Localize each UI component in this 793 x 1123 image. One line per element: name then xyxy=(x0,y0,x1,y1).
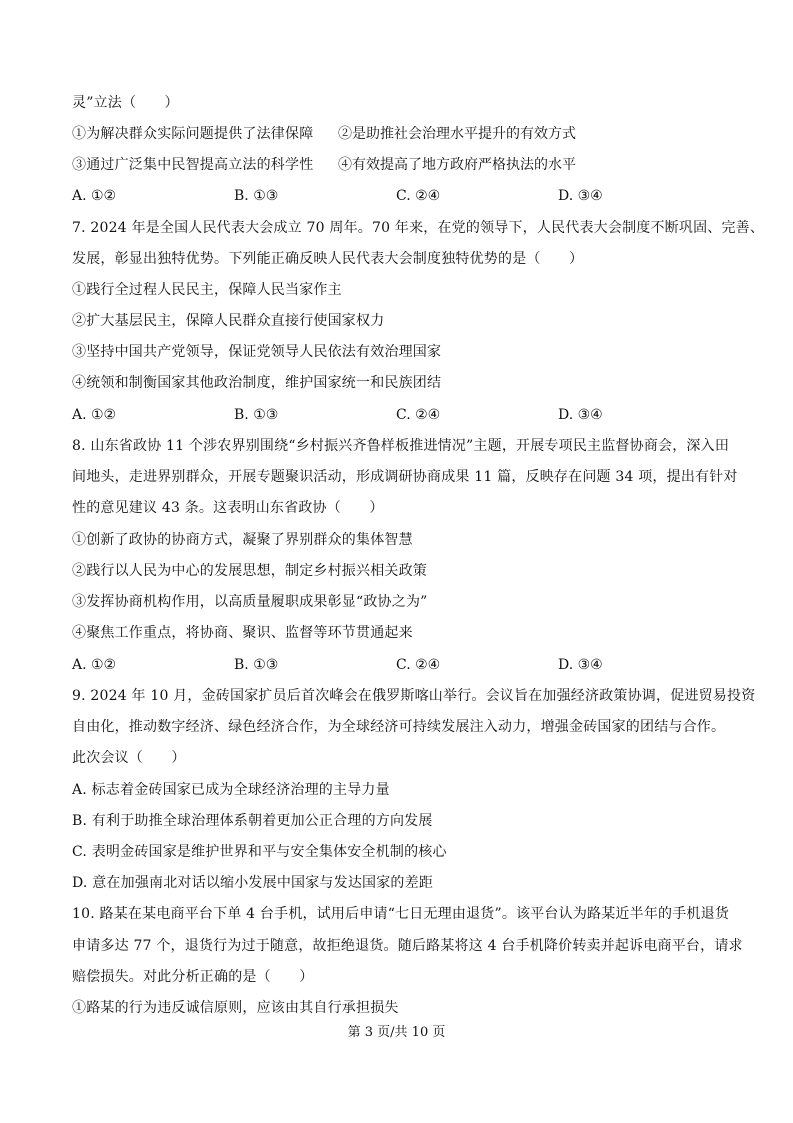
q8-choice-c: C. ②④ xyxy=(396,657,441,673)
q9-stem-line-2: 自由化，推动数字经济、绿色经济合作，为全球经济可持续发展注入动力，增强金砖国家的团结与合作。 xyxy=(72,719,726,735)
q9-option-a: A. 标志着金砖国家已成为全球经济治理的主导力量 xyxy=(72,782,390,798)
q7-stem-line-2: 发展，彰显出独特优势。下列能正确反映人民代表大会制度独特优势的是（ ） xyxy=(72,251,584,267)
q10-stem-line-3: 赔偿损失。对此分析正确的是（ ） xyxy=(72,969,314,985)
q7-statement-3: ③坚持中国共产党领导，保证党领导人民依法有效治理国家 xyxy=(72,344,442,360)
q8-statement-3: ③发挥协商机构作用，以高质量履职成果彰显“政协之为” xyxy=(72,594,428,610)
q8-statement-1: ①创新了政协的协商方式，凝聚了界别群众的集体智慧 xyxy=(72,532,413,548)
q10-stem-line-2: 申请多达 77 个，退货行为过于随意，故拒绝退货。随后路某将这 4 台手机降价转卖并起诉电商平台，请求 xyxy=(72,938,743,954)
q6-choice-c: C. ②④ xyxy=(396,188,441,204)
q6-statement-4: ④有效提高了地方政府严格执法的水平 xyxy=(338,157,576,173)
q8-choice-a: A. ①② xyxy=(72,657,117,673)
q7-statement-2: ②扩大基层民主，保障人民群众直接行使国家权力 xyxy=(72,313,385,329)
q7-choice-c: C. ②④ xyxy=(396,407,441,423)
q7-statement-1: ①践行全过程人民民主，保障人民当家作主 xyxy=(72,282,342,298)
q6-stem-end: 灵”立法（ ） xyxy=(72,95,179,111)
q9-stem-line-3: 此次会议（ ） xyxy=(72,750,186,766)
q8-statement-2: ②践行以人民为中心的发展思想，制定乡村振兴相关政策 xyxy=(72,563,427,579)
q6-statement-2: ②是助推社会治理水平提升的有效方式 xyxy=(338,126,576,142)
q8-stem-line-2: 间地头，走进界别群众，开展专题聚识活动，形成调研协商成果 11 篇，反映存在问题 34 项，提出有针对 xyxy=(72,469,738,485)
q7-choice-a: A. ①② xyxy=(72,407,117,423)
q8-stem-line-3: 性的意见建议 43 条。这表明山东省政协（ ） xyxy=(72,500,384,516)
q8-choice-b: B. ①③ xyxy=(234,657,279,673)
q7-stem-line-1: 7. 2024 年是全国人民代表大会成立 70 周年。70 年来，在党的领导下，人民代表大会制度不断巩固、完善、 xyxy=(72,220,765,236)
q7-choice-d: D. ③④ xyxy=(558,407,603,423)
q8-stem-line-1: 8. 山东省政协 11 个涉农界别围绕“乡村振兴齐鲁样板推进情况”主题，开展专项民主监督协商会，深入田 xyxy=(72,438,730,454)
q9-option-b: B. 有利于助推全球治理体系朝着更加公正合理的方向发展 xyxy=(72,813,433,829)
q8-statement-4: ④聚焦工作重点，将协商、聚识、监督等环节贯通起来 xyxy=(72,625,413,641)
q6-choice-d: D. ③④ xyxy=(558,188,603,204)
q9-option-c: C. 表明金砖国家是维护世界和平与安全集体安全机制的核心 xyxy=(72,844,447,860)
q6-statement-3: ③通过广泛集中民智提高立法的科学性 xyxy=(72,157,314,173)
q6-statement-1: ①为解决群众实际问题提供了法律保障 xyxy=(72,126,314,142)
q9-stem-line-1: 9. 2024 年 10 月，金砖国家扩员后首次峰会在俄罗斯喀山举行。会议旨在加强经济政策协调，促进贸易投资 xyxy=(72,688,756,704)
q10-stem-line-1: 10. 路某在某电商平台下单 4 台手机，试用后申请“七日无理由退货”。该平台认为路某近半年的手机退货 xyxy=(72,906,730,922)
q6-choice-b: B. ①③ xyxy=(234,188,279,204)
q8-choice-d: D. ③④ xyxy=(558,657,603,673)
q7-choice-b: B. ①③ xyxy=(234,407,279,423)
q9-option-d: D. 意在加强南北对话以缩小发展中国家与发达国家的差距 xyxy=(72,875,434,891)
q7-statement-4: ④统领和制衡国家其他政治制度，维护国家统一和民族团结 xyxy=(72,375,442,391)
q6-choice-a: A. ①② xyxy=(72,188,117,204)
page-footer: 第 3 页/共 10 页 xyxy=(347,1025,446,1040)
q10-statement-1: ①路某的行为违反诚信原则，应该由其自行承担损失 xyxy=(72,1000,399,1016)
